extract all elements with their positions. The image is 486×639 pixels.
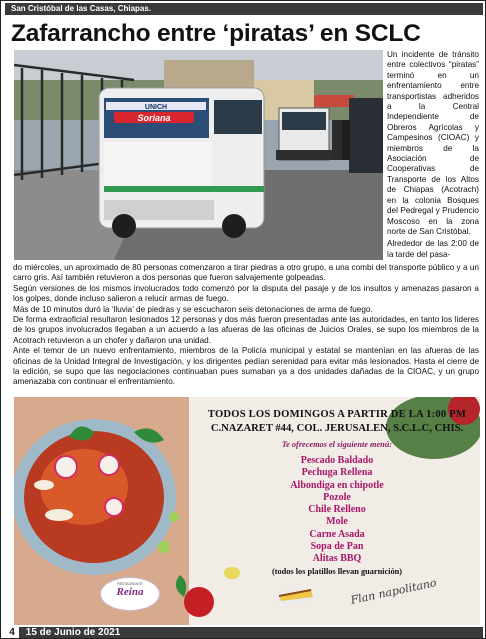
side-paragraph-2: Alrededor de las 2:00 de la tarde del pasa- bbox=[387, 239, 479, 259]
menu-item: Pozole bbox=[323, 491, 351, 503]
body-paragraph: De forma extraoficial resultaron lesionados 12 personas y dos más fueron presentadas ante las autoridades, en tanto los líderes de los grupos involucrados llegaban a un acuerdo a las afueras de las oficinas de Juicios Orales, se supo los miembros de la Acotrach retuvieron a un chofer y dañaron una unidad. bbox=[13, 315, 479, 345]
photo-illustration bbox=[14, 50, 383, 260]
page-number: 4 bbox=[5, 627, 19, 638]
logo-subtitle: RESTAURANTE bbox=[117, 582, 143, 586]
ad-address: C.NAZARET #44, COL. JERUSALEN, S.C.L.C, CHIS. bbox=[210, 423, 464, 434]
photo-sign-unich: UNICH bbox=[144, 104, 168, 111]
body-paragraph: Más de 10 minutos duró la ‘lluvia’ de piedras y se escucharon seis detonaciones de arma de fuego. bbox=[13, 304, 373, 314]
publication-date: 15 de Junio de 2021 bbox=[25, 627, 121, 638]
menu-item: Mole bbox=[326, 516, 348, 528]
location-text: San Cristóbal de las Casas, Chiapas. bbox=[11, 4, 152, 13]
ad-text-block bbox=[192, 409, 480, 576]
side-paragraph-1: Un incidente de tránsito entre colectivos “piratas” terminó en un enfrentamiento entre transportistas adheridos a la Central Independiente de Obreros Agrícolas y Campesinos (CIOAC) y miembros de la Asociación de Cooperativas de Transporte de los Altos de Chiapas (Acotrach) en la colonia Bosques del Pedregal y Prudencio Moscoso en la zona norte de San Cristóbal. bbox=[387, 50, 479, 236]
menu-list bbox=[192, 455, 480, 566]
side-column bbox=[387, 50, 479, 262]
ad-schedule: TODOS LOS DOMINGOS A PARTIR DE LA 1:00 PM bbox=[207, 409, 467, 420]
menu-item: Carne Asada bbox=[309, 528, 365, 540]
article-body bbox=[13, 263, 479, 388]
restaurant-logo bbox=[100, 577, 160, 611]
body-paragraph: Ante el temor de un nuevo enfrentamiento, miembros de la Policía municipal y estatal se mantenían en las afueras de las oficinas de la Unidad Integral de Investigación, y los dirigentes pedían serenidad para evitar más lesionados. Hasta el cierre de la edición, se supo que las negociaciones continuaban pues sumaban ya a dos unidades dañadas de la CIOAC, y un grupo amenazaba con continuar el enfrentamiento. bbox=[13, 346, 479, 387]
news-photo bbox=[14, 50, 383, 260]
menu-item: Pechuga Rellena bbox=[301, 467, 373, 479]
menu-item: Sopa de Pan bbox=[310, 541, 364, 553]
menu-item: Alitas BBQ bbox=[312, 553, 362, 565]
page-footer bbox=[5, 627, 483, 638]
menu-item: Albondiga en chipotle bbox=[290, 479, 384, 491]
flan-label: Flan napolitano bbox=[349, 576, 438, 607]
ad-menu-intro: Te ofrecemos el siguiente menú: bbox=[281, 440, 393, 449]
logo-name: Reina bbox=[116, 586, 144, 598]
menu-item: Pescado Baldado bbox=[300, 455, 374, 466]
restaurant-ad bbox=[14, 397, 480, 625]
menu-item: Chile Relleno bbox=[308, 504, 366, 516]
body-paragraph: Según versiones de los mismos involucrados todo comenzó por la disputa del pasaje y de los insultos y amenazas pasaron a los golpes, donde incluso salieron a relucir armas de fuego. bbox=[13, 283, 479, 304]
photo-sign-brand: Soriana bbox=[137, 113, 171, 123]
garnish-note: (todos los platillos llevan guarnición) bbox=[272, 566, 402, 576]
headline: Zafarrancho entre ‘piratas’ en SCLC bbox=[11, 20, 421, 47]
body-paragraph: do miércoles, un aproximado de 80 personas comenzaron a tirar piedras a otro grupo, a una combi del transporte público y a un carro gris. Así también retuvieron a dos personas que fueron salvajemente golpeadas. bbox=[13, 263, 479, 283]
location-bar bbox=[5, 3, 483, 15]
